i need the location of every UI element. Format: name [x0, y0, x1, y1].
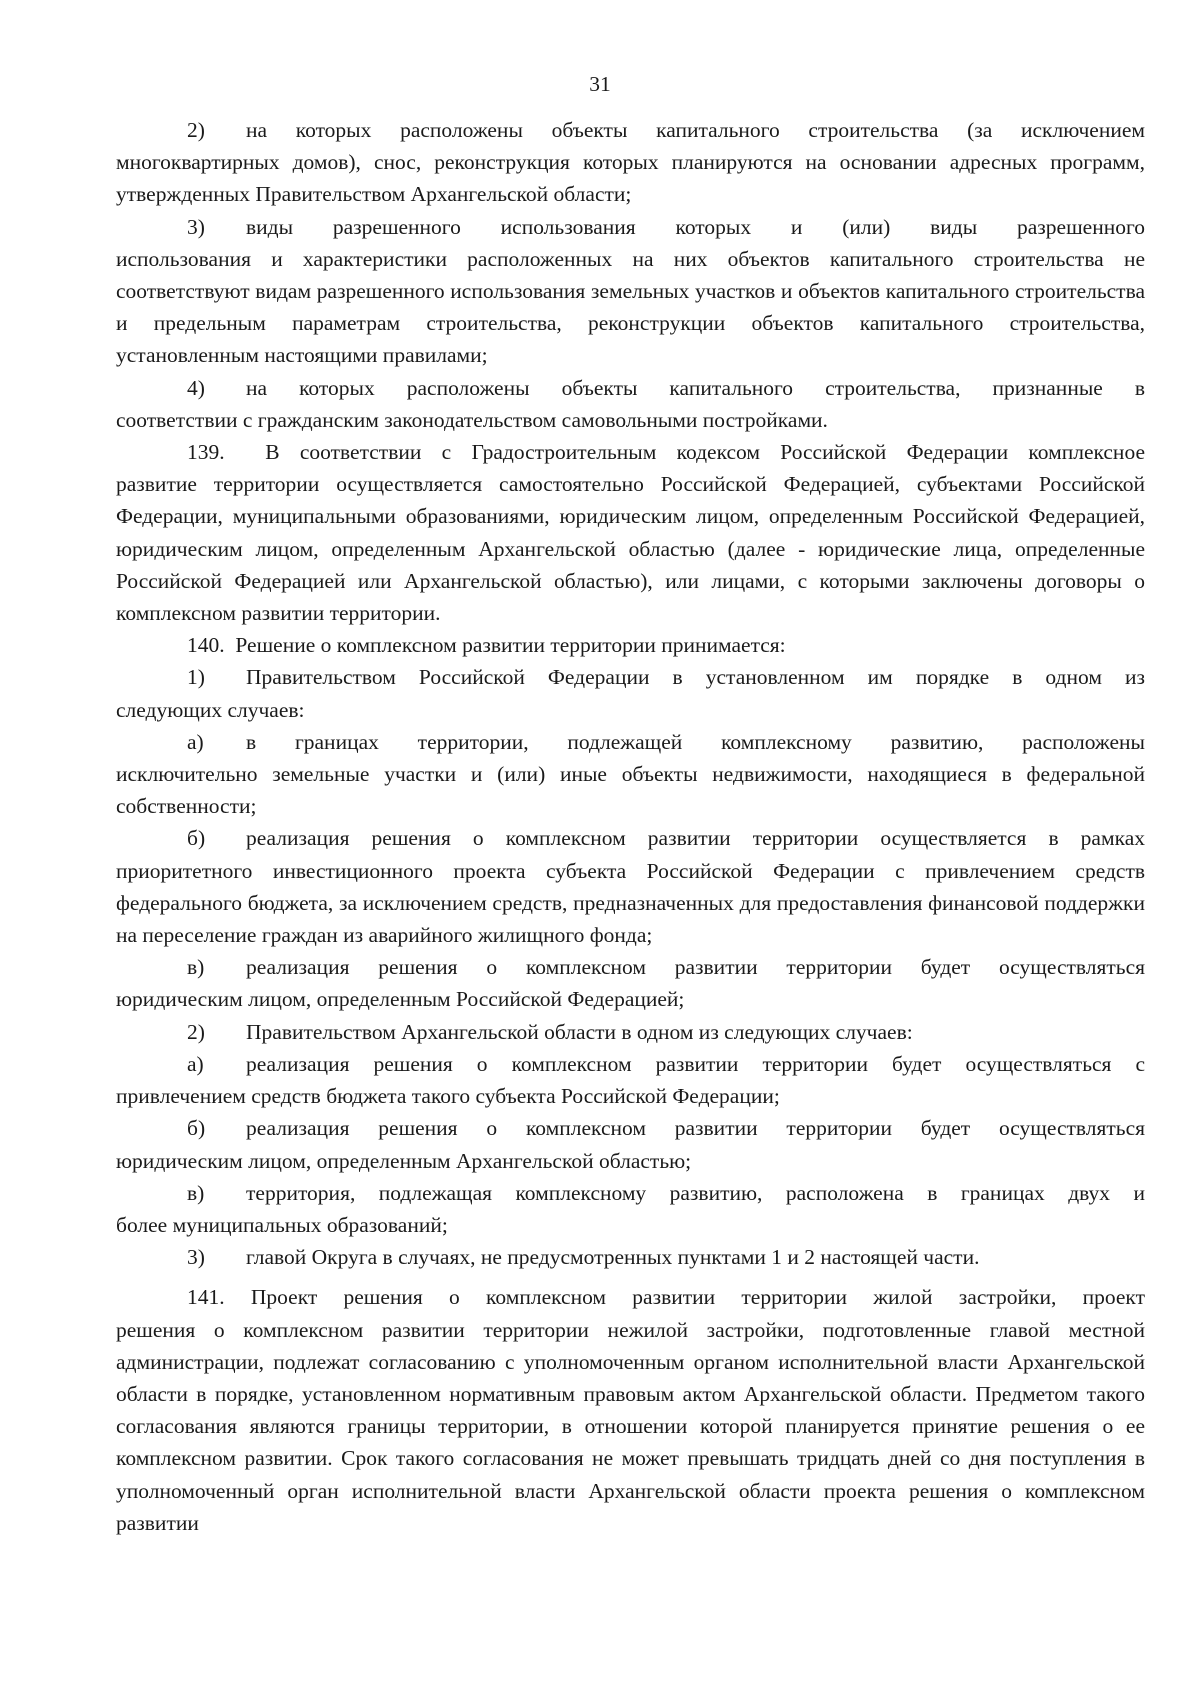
paragraph-first-line: на которых расположены объекты капитального строительства (за исключением [246, 118, 1145, 142]
paragraph-continuation: юридическим лицом, определенным Архангельской областью; [116, 1148, 692, 1173]
item-marker: 3) [187, 214, 205, 239]
page-number: 31 [589, 72, 611, 96]
item-marker: 140. [187, 633, 225, 658]
paragraph-item-4 [116, 372, 1145, 436]
paragraph-first-line: В соответствии с Градостроительным кодексом Российской Федерации комплексное [265, 440, 1145, 465]
item-marker: а) [187, 1051, 204, 1076]
paragraph-continuation: привлечением средств бюджета такого субъекта Российской Федерации; [116, 1084, 780, 1109]
document-body [116, 114, 1145, 1539]
paragraph-continuation: использования и характеристики расположенных на них объектов капитального строительства не соответствуют видам разрешенного использования земельных участков и объектов капитального строительства и предельным параметрам строительства, реконструкции объектов капитального строительства, установленным настоящими правилами; [116, 246, 1145, 368]
item-marker: в) [187, 1180, 205, 1205]
paragraph-continuation: исключительно земельные участки и (или) иные объекты недвижимости, находящиеся в федеральной собственности; [116, 762, 1145, 819]
paragraph-first-line: в границах территории, подлежащей комплексному развитию, расположены [246, 729, 1145, 754]
paragraph-continuation: юридическим лицом, определенным Российской Федерацией; [116, 987, 685, 1012]
paragraph-first-line: реализация решения о комплексном развитии территории будет осуществляться [246, 955, 1145, 980]
paragraph-first-line: на которых расположены объекты капитального строительства, признанные в [246, 375, 1145, 400]
item-marker: 139. [187, 440, 225, 465]
item-marker: 141. [187, 1285, 225, 1310]
paragraph-continuation: следующих случаев: [116, 697, 305, 722]
paragraph-140-2-v [116, 1177, 1145, 1241]
paragraph-140-item-2 [116, 1016, 1145, 1048]
paragraph-continuation: приоритетного инвестиционного проекта субъекта Российской Федерации с привлечением средств федерального бюджета, за исключением средств, предназначенных для предоставления финансовой поддержки на переселение граждан из аварийного жилищного фонда; [116, 858, 1145, 948]
paragraph-item-2 [116, 114, 1145, 211]
paragraph-141 [116, 1281, 1145, 1539]
paragraph-text: главой Округа в случаях, не предусмотренных пунктами 1 и 2 настоящей части. [246, 1245, 980, 1270]
paragraph-140-2-a [116, 1048, 1145, 1112]
paragraph-140-1-b [116, 822, 1145, 951]
paragraph-140 [116, 629, 1145, 661]
paragraph-continuation: многоквартирных домов), снос, реконструкция которых планируются на основании адресных программ, утвержденных Правительством Архангельской области; [116, 150, 1145, 207]
item-marker: 3) [187, 1245, 205, 1270]
paragraph-text: Решение о комплексном развитии территории принимается: [235, 633, 786, 658]
paragraph-140-1-a [116, 726, 1145, 823]
paragraph-continuation: соответствии с гражданским законодательством самовольными постройками. [116, 407, 828, 432]
item-marker: 1) [187, 665, 205, 690]
paragraph-item-3 [116, 211, 1145, 372]
paragraph-first-line: реализация решения о комплексном развитии территории будет осуществляться с [246, 1051, 1145, 1076]
item-marker: в) [187, 955, 205, 980]
paragraph-140-item-3 [116, 1241, 1145, 1273]
paragraph-spacer [116, 1273, 1145, 1281]
paragraph-140-2-b [116, 1112, 1145, 1176]
paragraph-139 [116, 436, 1145, 629]
paragraph-first-line: реализация решения о комплексном развитии территории осуществляется в рамках [246, 826, 1145, 851]
item-marker: б) [187, 826, 206, 851]
paragraph-140-1-v [116, 951, 1145, 1015]
item-marker: 2) [187, 1019, 205, 1044]
paragraph-140-item-1 [116, 661, 1145, 725]
paragraph-first-line: Проект решения о комплексном развитии территории жилой застройки, проект [250, 1285, 1145, 1310]
paragraph-first-line: Правительством Российской Федерации в установленном им порядке в одном из [246, 665, 1145, 690]
paragraph-continuation: более муниципальных образований; [116, 1212, 448, 1237]
item-marker: б) [187, 1116, 206, 1141]
paragraph-first-line: виды разрешенного использования которых и (или) виды разрешенного [246, 214, 1145, 239]
paragraph-continuation: решения о комплексном развитии территории нежилой застройки, подготовленные главой местной администрации, подлежат согласованию с уполномоченным органом исполнительной власти Архангельской области в порядке, установленном нормативным правовым актом Архангельской области. Предметом такого согласования являются границы территории, в отношении которой планируется принятие решения о ее комплексном развитии. Срок такого согласования не может превышать тридцать дней со дня поступления в уполномоченный орган исполнительной власти Архангельской области проекта решения о комплексном развитии [116, 1317, 1145, 1535]
item-marker: 2) [187, 118, 205, 142]
paragraph-text: Правительством Архангельской области в одном из следующих случаев: [246, 1019, 913, 1044]
item-marker: 4) [187, 375, 205, 400]
paragraph-first-line: территория, подлежащая комплексному развитию, расположена в границах двух и [246, 1180, 1145, 1205]
paragraph-first-line: реализация решения о комплексном развитии территории будет осуществляться [246, 1116, 1145, 1141]
item-marker: а) [187, 729, 204, 754]
paragraph-continuation: развитие территории осуществляется самостоятельно Российской Федерацией, субъектами Российской Федерации, муниципальными образованиями, юридическим лицом, определенным Российской Федерацией, юридическим лицом, определенным Архангельской областью (далее - юридические лица, определенные Российской Федерацией или Архангельской областью), или лицами, с которыми заключены договоры о комплексном развитии территории. [116, 472, 1145, 626]
